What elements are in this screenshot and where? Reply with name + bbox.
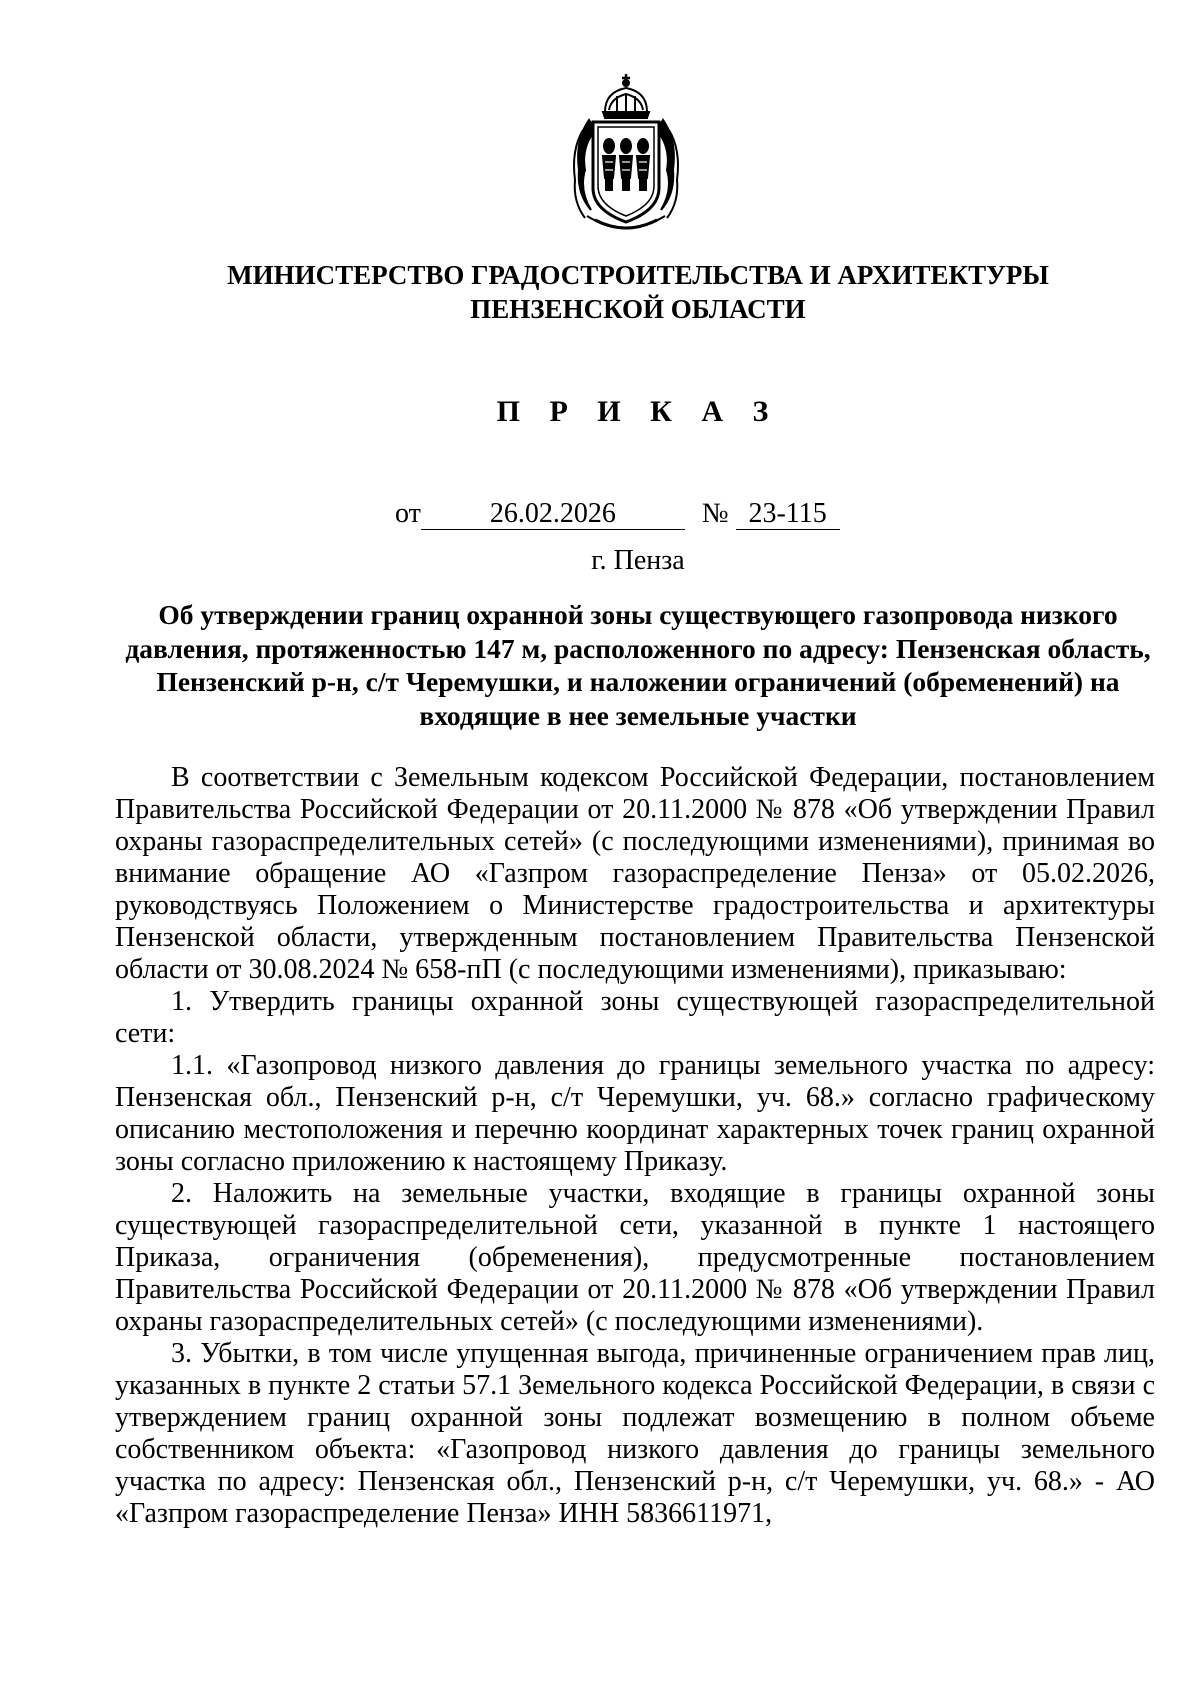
ministry-name xyxy=(100,258,1176,326)
paragraph-item-1-1: 1.1. «Газопровод низкого давления до границы земельного участка по адресу: Пензенская обл., Пензенский р-н, с/т Черемушки, уч. 68.» согласно графическому описанию местоположения и перечню координат характерных точек границ охранной зоны согласно приложению к настоящему Приказу. xyxy=(115,1050,1155,1177)
paragraph-item-1: 1. Утвердить границы охранной зоны существующей газораспределительной сети: xyxy=(115,986,1155,1049)
paragraph-item-2: 2. Наложить на земельные участки, входящие в границы охранной зоны существующей газораспределительной сети, указанной в пункте 1 настоящего Приказа, ограничения (обременения), предусмотренные постановлением Правительства Российской Федерации от 20.11.2000 № 878 «Об утверждении Правил охраны газораспределительных сетей» (с последующими изменениями). xyxy=(115,1178,1155,1337)
order-title: П Р И К А З xyxy=(496,395,780,428)
paragraph-preamble: В соответствии с Земельным кодексом Российской Федерации, постановлением Правительства Российской Федерации от 20.11.2000 № 878 «Об утверждении Правил охраны газораспределительных сетей» (с последующими изменениями), принимая во внимание обращение АО «Газпром газораспределение Пенза» от 05.02.2026, руководствуясь Положением о Министерстве градостроительства и архитектуры Пензенской области, утвержденным постановлением Правительства Пензенской области от 30.08.2024 № 658-пП (с последующими изменениями), приказываю: xyxy=(115,762,1155,985)
city: г. Пенза xyxy=(591,545,685,576)
order-date: 26.02.2026 xyxy=(421,499,685,530)
number-prefix: № xyxy=(701,498,729,529)
date-prefix: от xyxy=(395,498,421,529)
order-body xyxy=(115,762,1155,1530)
coat-of-arms-icon xyxy=(565,70,687,232)
date-number-line xyxy=(395,498,840,530)
ministry-name-line2: ПЕНЗЕНСКОЙ ОБЛАСТИ xyxy=(470,294,806,324)
ministry-name-line1: МИНИСТЕРСТВО ГРАДОСТРОИТЕЛЬСТВА И АРХИТЕКТУРЫ xyxy=(227,260,1049,290)
paragraph-item-3: 3. Убытки, в том числе упущенная выгода, причиненные ограничением прав лиц, указанных в пункте 2 статьи 57.1 Земельного кодекса Российской Федерации, в связи с утверждением границ охранной зоны подлежат возмещению в полном объеме собственником объекта: «Газопровод низкого давления до границы земельного участка по адресу: Пензенская обл., Пензенский р-н, с/т Черемушки, уч. 68.» - АО «Газпром газораспределение Пенза» ИНН 5836611971, xyxy=(115,1338,1155,1529)
order-number: 23-115 xyxy=(736,499,840,530)
order-subject: Об утверждении границ охранной зоны существующего газопровода низкого давления, протяженностью 147 м, расположенного по адресу: Пензенская область, Пензенский р-н, с/т Черемушки, и наложении ограничений (обременений) на входящие в нее земельные участки xyxy=(125,599,1151,731)
